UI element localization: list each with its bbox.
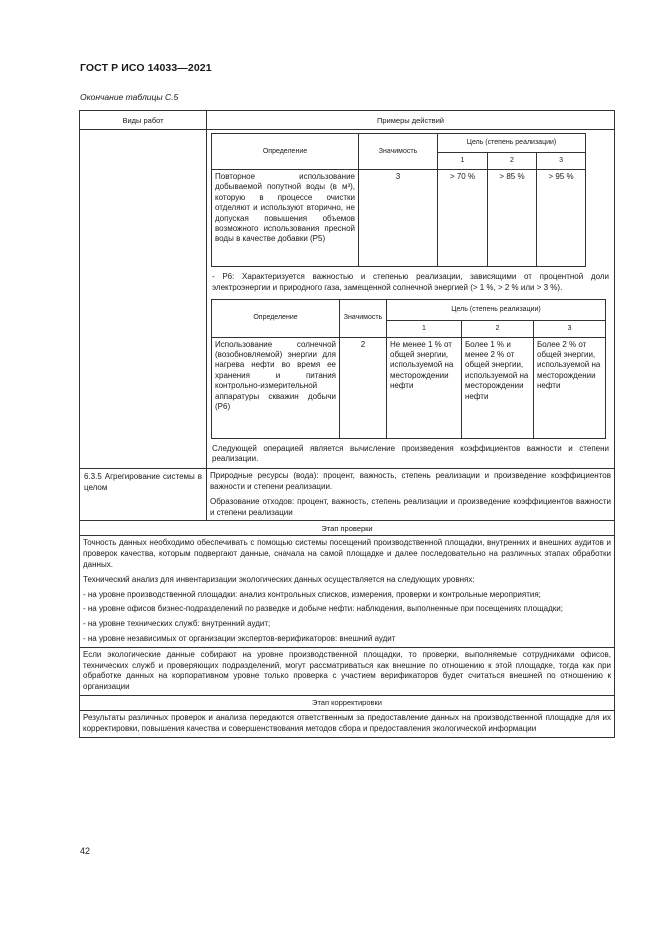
- p6-col-goal: Цель (степень реализации): [387, 299, 606, 320]
- verification-content: [80, 536, 615, 647]
- waste-text: Образование отходов: процент, важность, степень реализации и произведение коэффициентов важности и степени реализации: [210, 496, 611, 517]
- verification-external-note: Если экологические данные собирают на уровне производственной площадки, то проверки, выполняемые сотрудниками офисов, технических служб и проверяющих подразделений, могут рассматриваться как внешние по отношению к этой площадке, тогда как при обработке данных на корпоративном уровне только проверка с участием верификаторов будет считаться внешней по отношению к организации: [83, 649, 611, 692]
- table-caption: Окончание таблицы С.5: [80, 92, 179, 102]
- section-6-3-5-label: 6.3.5 Агрегирование системы в целом: [80, 469, 207, 521]
- p5-goal-2: > 85 %: [488, 170, 537, 267]
- p5-definition: Повторное использование добываемой попутной воды (в м³), которую в процессе очистки отделяют и используют вторично, не допуская повышения объемов возможного использования пресной воды в качестве добавки (Р5): [212, 170, 359, 267]
- p5-goal-1: > 70 %: [438, 170, 488, 267]
- verification-intro: Точность данных необходимо обеспечивать с помощью системы посещений производственной площадки, внутренних и внешних аудитов и проверок качества, которым подвергают данные, сначала на самой площадке и далее последовательно на различных этапах обработки данных.: [83, 538, 611, 569]
- verification-level-item: - на уровне офисов бизнес-подразделений по разведке и добыче нефти: наблюдения, выполненные при посещениях площадки;: [83, 604, 563, 614]
- p6-level-3: 3: [534, 320, 606, 337]
- examples-cell: [207, 130, 615, 469]
- header-action-examples: Примеры действий: [207, 111, 615, 130]
- p6-definition: Использование солнечной (возобновляемой) энергии для нагрева нефти во время ее хранения и питания контрольно-измерительной аппаратуры скважин добычи (Р6): [212, 337, 340, 438]
- verification-stage-title: Этап проверки: [80, 521, 615, 536]
- verification-level-item: - на уровне независимых от организации экспертов-верификаторов: внешний аудит: [83, 633, 396, 643]
- p6-significance: 2: [340, 337, 387, 438]
- external-note-cell: [80, 647, 615, 695]
- natural-resources-text: Природные ресурсы (вода): процент, важность, степень реализации и произведение коэффициентов важности и степени реализации.: [210, 471, 611, 491]
- p6-level-1: 1: [387, 320, 462, 337]
- verification-level-item: - на уровне производственной площадки: анализ контрольных списков, измерения, проверки и контрольные мероприятия;: [83, 589, 541, 599]
- p5-col-significance: Значимость: [359, 134, 438, 170]
- p6-goal-1: Не менее 1 % от общей энергии, используемой на месторождении нефти: [387, 337, 462, 438]
- correction-stage-title: Этап корректировки: [80, 695, 615, 710]
- p6-level-2: 2: [462, 320, 534, 337]
- inner-table-p6: [211, 299, 606, 439]
- correction-content: [80, 710, 615, 737]
- verification-level-item: - на уровне технических служб: внутренний аудит;: [83, 619, 271, 629]
- section-6-3-5-content: [207, 469, 615, 521]
- p5-goal-3: > 95 %: [537, 170, 586, 267]
- p6-col-significance: Значимость: [340, 299, 387, 337]
- document-title: ГОСТ Р ИСО 14033—2021: [80, 62, 212, 74]
- inner-table-p5: [211, 133, 586, 267]
- p6-goal-3: Более 2 % от общей энергии, используемой на месторождении нефти: [534, 337, 606, 438]
- verification-levels-intro: Технический анализ для инвентаризации экологических данных осуществляется на следующих уровнях:: [83, 574, 475, 584]
- empty-work-type-cell: [80, 130, 207, 469]
- p5-col-definition: Определение: [212, 134, 359, 170]
- p6-goal-2: Более 1 % и менее 2 % от общей энергии, используемой на месторождении нефти: [462, 337, 534, 438]
- next-operation-text: Следующей операцией является вычисление произведения коэффициентов важности и степени реализации.: [212, 443, 609, 464]
- header-work-types: Виды работ: [80, 111, 207, 130]
- page-number: 42: [80, 846, 91, 856]
- p5-level-3: 3: [537, 153, 586, 170]
- p6-description: - Р6: Характеризуется важностью и степенью реализации, зависящими от процентной доли электроэнергии и природного газа, замещенной солнечной энергией (> 1 %, > 2 % или > 3 %).: [212, 272, 609, 292]
- table-c5: [79, 110, 615, 738]
- correction-text: Результаты различных проверок и анализа передаются ответственным за предоставление данных на производственной площадке для их корректировки, повышения качества и совершенствования методов сбора и предоставления экологической информации: [83, 712, 611, 733]
- p5-level-1: 1: [438, 153, 488, 170]
- p5-significance: 3: [359, 170, 438, 267]
- p5-col-goal: Цель (степень реализации): [438, 134, 586, 153]
- p6-col-definition: Определение: [212, 299, 340, 337]
- p5-level-2: 2: [488, 153, 537, 170]
